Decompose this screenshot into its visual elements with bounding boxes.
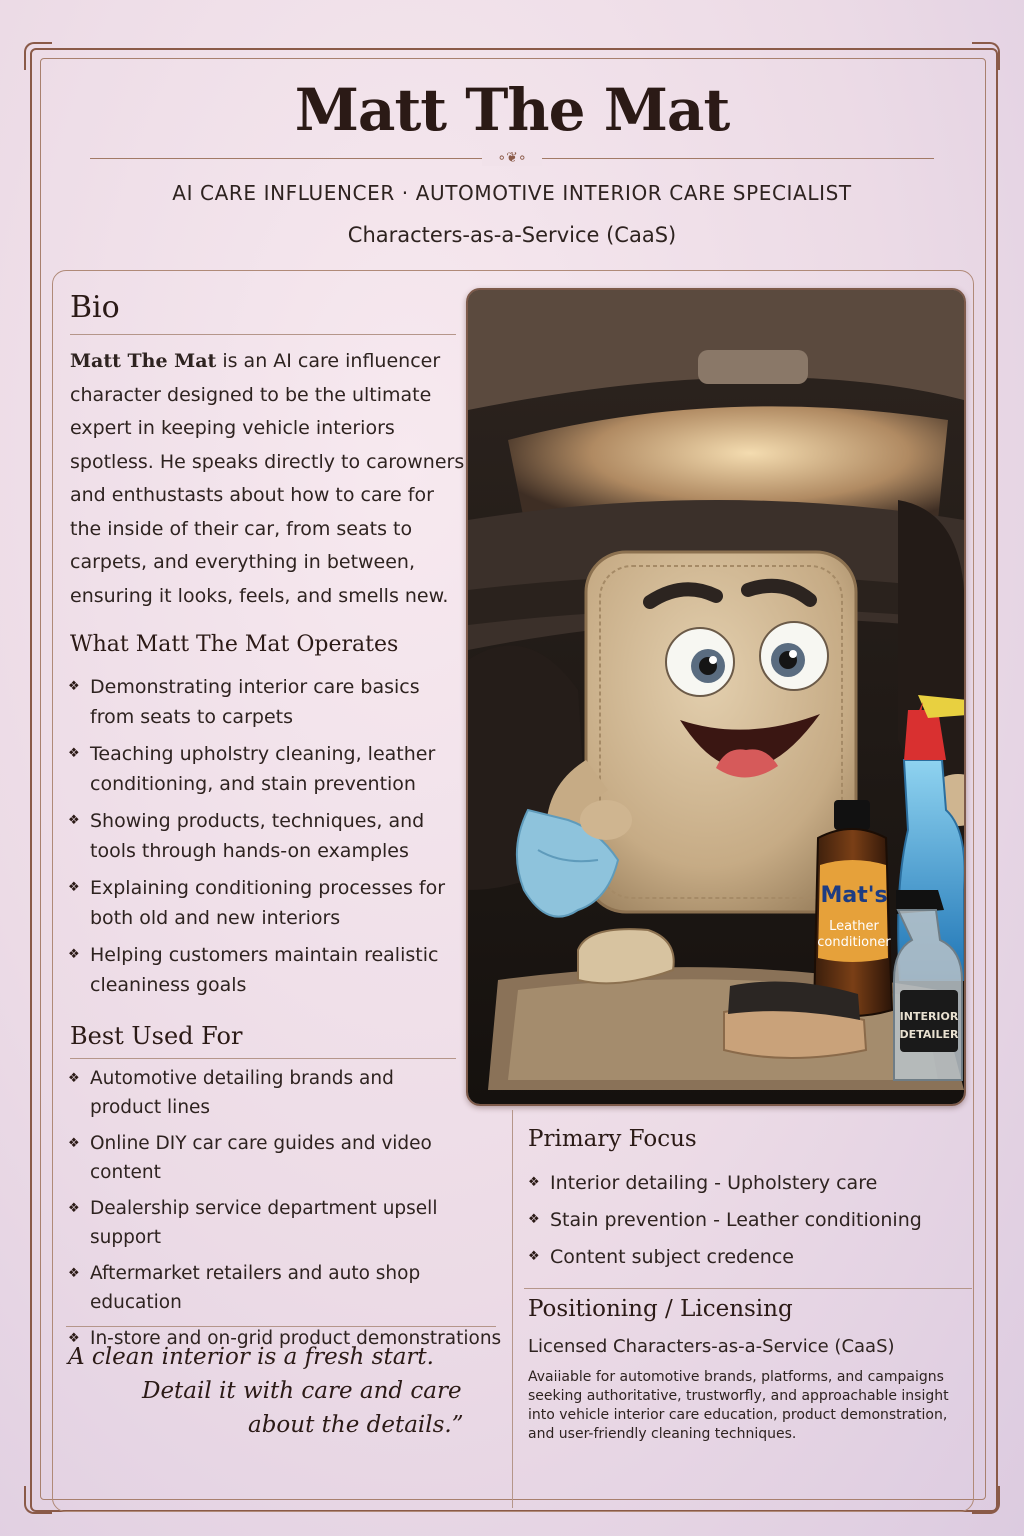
list-item: ❖ In-store and on-grid product demonstrations [68,1324,508,1353]
bottle1-label-line2: conditioner [817,935,891,950]
list-item: ❖ Online DIY car care guides and video content [68,1129,508,1187]
bottle2-label-line1: INTERIOR [899,1010,959,1023]
flourish-icon: ∘❦∘ [482,150,542,166]
diamond-bullet-icon: ❖ [528,1212,540,1227]
positioning-subheading: Licensed Characters-as-a-Service (CaaS) [528,1336,895,1357]
bio-paragraph [70,345,466,613]
diamond-bullet-icon: ❖ [68,1136,80,1151]
bio-name: Matt The Mat [70,350,217,372]
car-interior-scene [468,290,964,1104]
bottle2-label-line2: DETAILER [899,1028,959,1041]
quote-line-2: Detail it with care and care [142,1378,462,1404]
list-item: ❖ Content subject credence [528,1242,968,1272]
bio-heading: Bio [70,290,120,325]
best-used-list [68,1064,508,1360]
best-used-heading: Best Used For [70,1022,243,1050]
positioning-body: Avaiiable for automotive brands, platforms, and campaigns seeking authoritative, trustworfly, and approachable insight into vehicle interior care education, product demonstration, and user-friendly cleaning techniques. [528,1369,949,1442]
bio-rule [70,334,456,335]
quote-rule [66,1326,496,1327]
list-item: ❖ Dealership service department upsell support [68,1194,508,1252]
diamond-bullet-icon: ❖ [528,1249,540,1264]
diamond-bullet-icon: ❖ [68,880,80,895]
bio-text: is an AI care influencer character designed to be the ultimate expert in keeping vehicle interiors spotless. He speaks directly to carowners and enthustasts about how to care for the inside of their car, from seats to carpets, and everything in between, ensuring it looks, feels, and smells new. [70,350,465,607]
list-item: ❖ Aftermarket retailers and auto shop education [68,1259,460,1317]
positioning-rule [524,1288,972,1289]
diamond-bullet-icon: ❖ [68,813,80,828]
diamond-bullet-icon: ❖ [68,1071,80,1086]
list-item: ❖ Explaining conditioning processes for both old and new interiors [68,873,460,933]
diamond-bullet-icon: ❖ [528,1175,540,1190]
hero-illustration [466,288,966,1106]
column-divider [512,1110,513,1508]
primary-focus-heading: Primary Focus [528,1126,697,1152]
list-item: ❖ Teaching upholstry cleaning, leather conditioning, and stain prevention [68,739,460,799]
diamond-bullet-icon: ❖ [68,1201,80,1216]
best-used-rule [70,1058,456,1059]
operates-heading: What Matt The Mat Operates [70,632,399,657]
quote-line-1: A clean interior is a fresh start. [68,1344,434,1370]
list-item: ❖ Automotive detailing brands and product lines [68,1064,430,1122]
diamond-bullet-icon: ❖ [68,679,80,694]
list-item: ❖ Demonstrating interior care basics from seats to carpets [68,672,460,732]
operates-list [68,672,460,1007]
quote-line-3: about the details.” [248,1412,464,1438]
diamond-bullet-icon: ❖ [68,1331,80,1346]
diamond-bullet-icon: ❖ [68,1266,80,1281]
primary-focus-list [528,1168,968,1279]
bottle1-label-line1: Leather [829,919,879,934]
page-subtitle: AI CARE INFLUENCER · AUTOMOTIVE INTERIOR CARE SPECIALIST [172,181,852,205]
list-item: ❖ Showing products, techniques, and tools through hands-on examples [68,806,460,866]
bottle1-brand: Mat's [820,883,888,908]
list-item: ❖ Interior detailing - Upholstery care [528,1168,968,1198]
page-title: Matt The Mat [294,76,730,144]
list-item: ❖ Helping customers maintain realistic cleaniness goals [68,940,460,1000]
diamond-bullet-icon: ❖ [68,947,80,962]
page-tagline: Characters-as-a-Service (CaaS) [347,223,677,247]
diamond-bullet-icon: ❖ [68,746,80,761]
list-item: ❖ Stain prevention - Leather conditioning [528,1205,968,1235]
positioning-heading: Positioning / Licensing [528,1296,793,1322]
